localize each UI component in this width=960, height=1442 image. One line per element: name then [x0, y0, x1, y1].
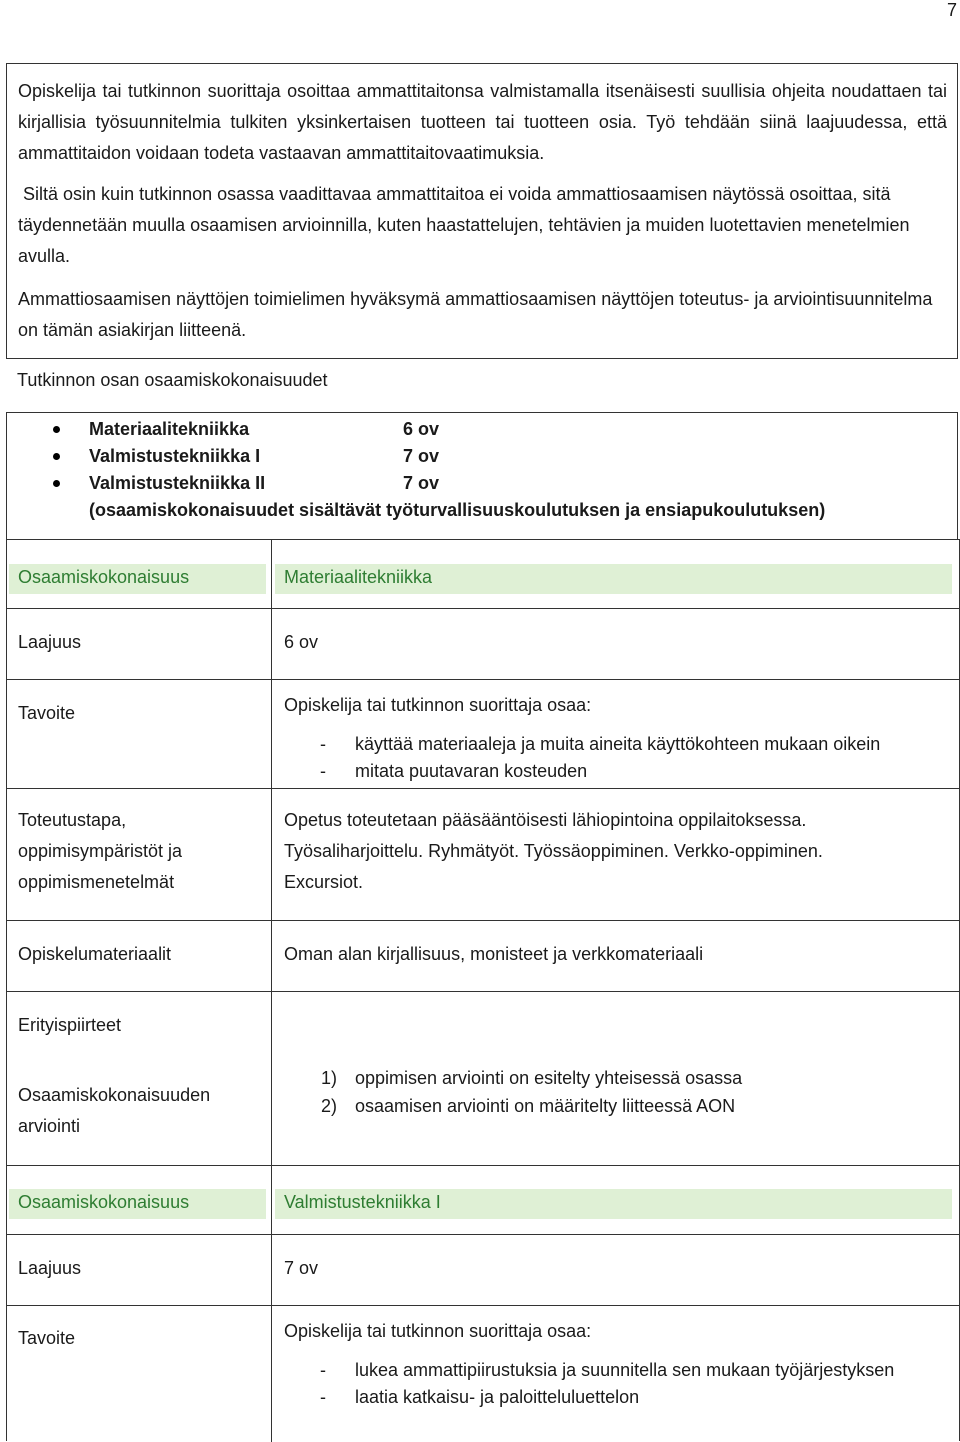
- goal-item-text: käyttää materiaaleja ja muita aineita käyttökohteen mukaan oikein: [355, 734, 881, 754]
- goal-content: [284, 1316, 949, 1411]
- intro-paragraph-2: Siltä osin kuin tutkinnon osassa vaadittavaa ammattitaitoa ei voida ammattiosaamisen näytössä osoittaa, sitä täydennetään muulla osaamisen arvioinnilla, kuten haastattelujen, tehtävien ja muiden luotettavien menetelmien avulla.: [18, 184, 915, 266]
- table-row-goal: [7, 1305, 959, 1442]
- special-label: Erityispiirteet: [18, 1015, 122, 1035]
- assessment-label-line: Osaamiskokonaisuuden: [18, 1085, 211, 1105]
- goal-item: [284, 758, 949, 785]
- goal-item: [284, 1384, 949, 1411]
- table-header-row: [7, 539, 959, 609]
- method-label: [18, 805, 182, 898]
- competence-item-name: Valmistustekniikka I: [89, 446, 261, 466]
- assessment-number: 2): [321, 1096, 338, 1116]
- dash-marker: -: [320, 734, 326, 754]
- intro-box: [6, 63, 958, 359]
- method-label-line: oppimismenetelmät: [18, 872, 175, 892]
- goal-label: Tavoite: [18, 703, 76, 723]
- table-row-materials: [7, 920, 959, 992]
- competence-item-scope: 7 ov: [403, 446, 440, 466]
- bullet-icon: [53, 426, 60, 433]
- header-value: Valmistustekniikka I: [284, 1192, 441, 1212]
- competence-table-valmistustekniikka-1: [6, 1165, 960, 1441]
- competence-item: [7, 415, 957, 443]
- materials-value: Oman alan kirjallisuus, monisteet ja verkkomateriaali: [284, 944, 704, 964]
- goal-item: [284, 731, 949, 758]
- intro-paragraph-3: Ammattiosaamisen näyttöjen toimielimen hyväksymä ammattiosaamisen näyttöjen toteutus- ja arviointisuunnitelma on tämän asiakirjan liitteenä.: [18, 289, 933, 340]
- competence-item-name: Materiaalitekniikka: [89, 419, 250, 439]
- method-line: Excursiot.: [284, 872, 364, 892]
- goal-item-text: lukea ammattipiirustuksia ja suunnitella sen mukaan työjärjestyksen: [355, 1360, 895, 1380]
- assessment-text: oppimisen arviointi on esitelty yhteisessä osassa: [355, 1068, 743, 1088]
- scope-label: Laajuus: [18, 1258, 82, 1278]
- competence-item-scope: 6 ov: [403, 419, 440, 439]
- scope-label: Laajuus: [18, 632, 82, 652]
- goal-label: Tavoite: [18, 1328, 76, 1348]
- table-header-row: [7, 1165, 959, 1235]
- scope-value: 6 ov: [284, 632, 319, 652]
- dash-marker: -: [320, 1387, 326, 1407]
- competence-item-scope: 7 ov: [403, 473, 440, 493]
- assessment-label: [18, 1080, 210, 1142]
- goal-intro: Opiskelija tai tutkinnon suorittaja osaa:: [284, 695, 592, 715]
- assessment-item: [284, 1064, 949, 1092]
- assessment-label-line: arviointi: [18, 1116, 81, 1136]
- competence-note: (osaamiskokonaisuudet sisältävät työturvallisuuskoulutuksen ja ensiapukoulutuksen): [89, 500, 826, 520]
- competence-heading: Tutkinnon osan osaamiskokonaisuudet: [17, 370, 328, 390]
- scope-value: 7 ov: [284, 1258, 319, 1278]
- method-line: Työsaliharjoittelu. Ryhmätyöt. Työssäoppiminen. Verkko-oppiminen.: [284, 841, 823, 861]
- materials-label: Opiskelumateriaalit: [18, 944, 172, 964]
- competence-table-materiaalitekniikka: [6, 539, 960, 1165]
- competence-item: [7, 469, 957, 497]
- method-line: Opetus toteutetaan pääsääntöisesti lähiopintoina oppilaitoksessa.: [284, 810, 807, 830]
- bullet-icon: [53, 480, 60, 487]
- goal-intro: Opiskelija tai tutkinnon suorittaja osaa:: [284, 1321, 592, 1341]
- header-value: Materiaalitekniikka: [284, 567, 433, 587]
- table-row-goal: [7, 679, 959, 789]
- table-row-scope: [7, 608, 959, 680]
- table-row-special-assessment: [7, 991, 959, 1166]
- goal-item-text: mitata puutavaran kosteuden: [355, 761, 588, 781]
- competence-list: [6, 412, 958, 539]
- method-label-line: Toteutustapa,: [18, 810, 127, 830]
- intro-paragraph-1: Opiskelija tai tutkinnon suorittaja osoittaa ammattitaitonsa valmistamalla itsenäisesti suullisia ohjeita noudattaen tai kirjallisia työsuunnitelmia tulkiten yksinkertaisen tuotteen tai tuotteen osia. Työ tehdään siinä laajuudessa, että ammattitaidon voidaan todeta vastaavan ammattitaitovaatimuksia.: [18, 81, 947, 163]
- assessment-text: osaamisen arviointi on määritelty liitteessä AON: [355, 1096, 736, 1116]
- goal-item: [284, 1357, 949, 1384]
- dash-marker: -: [320, 1360, 326, 1380]
- page-number: 7: [946, 0, 957, 20]
- header-label: Osaamiskokonaisuus: [18, 567, 190, 587]
- competence-item-name: Valmistustekniikka II: [89, 473, 266, 493]
- dash-marker: -: [320, 761, 326, 781]
- header-label: Osaamiskokonaisuus: [18, 1192, 190, 1212]
- method-content: [284, 805, 949, 898]
- bullet-icon: [53, 453, 60, 460]
- method-label-line: oppimisympäristöt ja: [18, 841, 183, 861]
- assessment-list: [284, 1064, 949, 1120]
- table-row-method: [7, 788, 959, 921]
- goal-item-text: laatia katkaisu- ja paloitteluluettelon: [355, 1387, 640, 1407]
- assessment-number: 1): [321, 1068, 338, 1088]
- table-row-scope: [7, 1234, 959, 1306]
- assessment-item: [284, 1092, 949, 1120]
- competence-item: [7, 442, 957, 470]
- goal-content: [284, 690, 949, 785]
